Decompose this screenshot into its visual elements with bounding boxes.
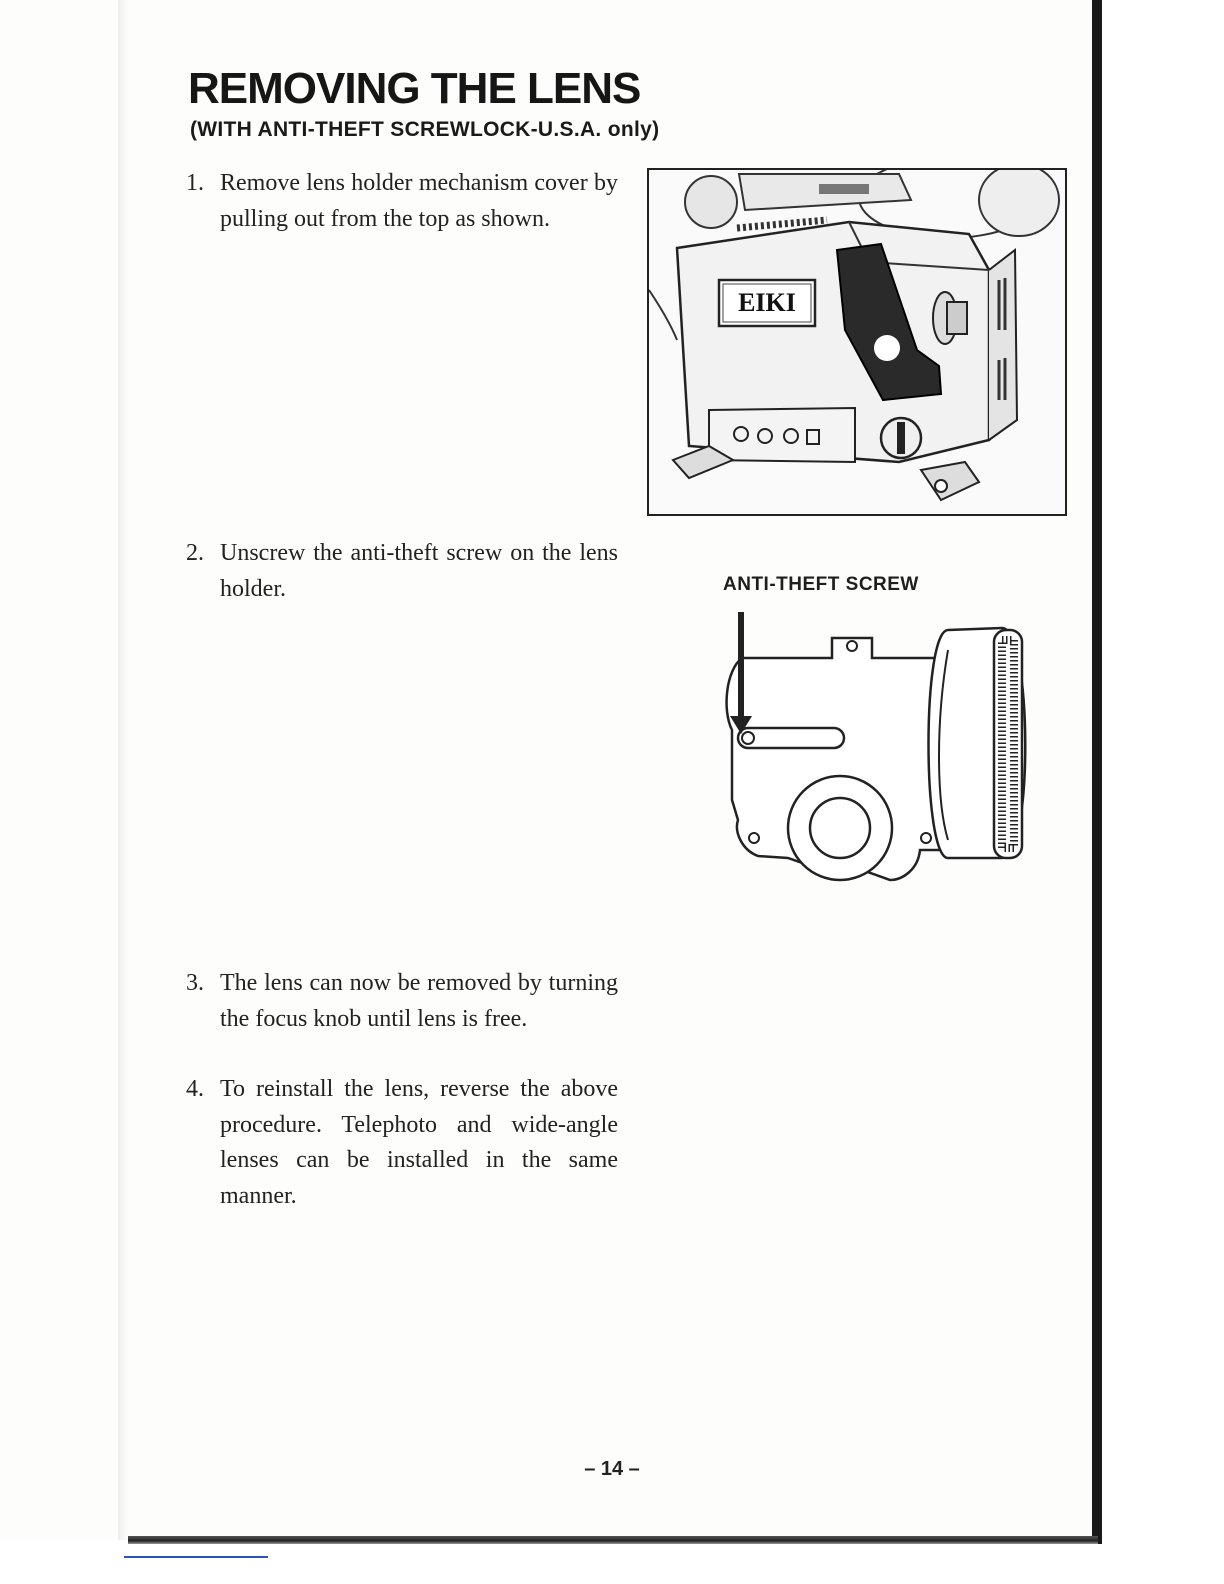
page-subtitle: (WITH ANTI-THEFT SCREWLOCK-U.S.A. only): [190, 118, 660, 141]
screw-label: ANTI-THEFT SCREW: [723, 574, 919, 595]
page-title: REMOVING THE LENS: [188, 64, 641, 113]
step-number: 3.: [186, 970, 204, 996]
step-4: [186, 1072, 618, 1214]
scan-right-edge: [1092, 0, 1102, 1544]
step-text: The lens can now be removed by turning the focus knob until lens is free.: [220, 970, 618, 1032]
corner-link-line: [124, 1556, 268, 1558]
step-text: To reinstall the lens, reverse the above procedure. Telephoto and wide-angle lenses can be installed in the same manner.: [220, 1076, 618, 1209]
step-number: 1.: [186, 170, 204, 196]
lens-holder-diagram: [712, 600, 1042, 890]
scan-left-shadow: [118, 0, 128, 1540]
step-3: [186, 966, 618, 1037]
step-1: [186, 166, 618, 237]
step-number: 2.: [186, 540, 204, 566]
scan-bottom-edge: [128, 1536, 1098, 1544]
brand-text: EIKI: [738, 288, 796, 317]
page-number: – 14 –: [584, 1458, 640, 1480]
step-text: Unscrew the anti-theft screw on the lens holder.: [220, 540, 618, 602]
projector-photo: [647, 168, 1067, 516]
projector-illustration: [649, 170, 1065, 514]
step-2: [186, 536, 618, 607]
step-text: Remove lens holder mechanism cover by pulling out from the top as shown.: [220, 170, 618, 232]
step-number: 4.: [186, 1076, 204, 1102]
